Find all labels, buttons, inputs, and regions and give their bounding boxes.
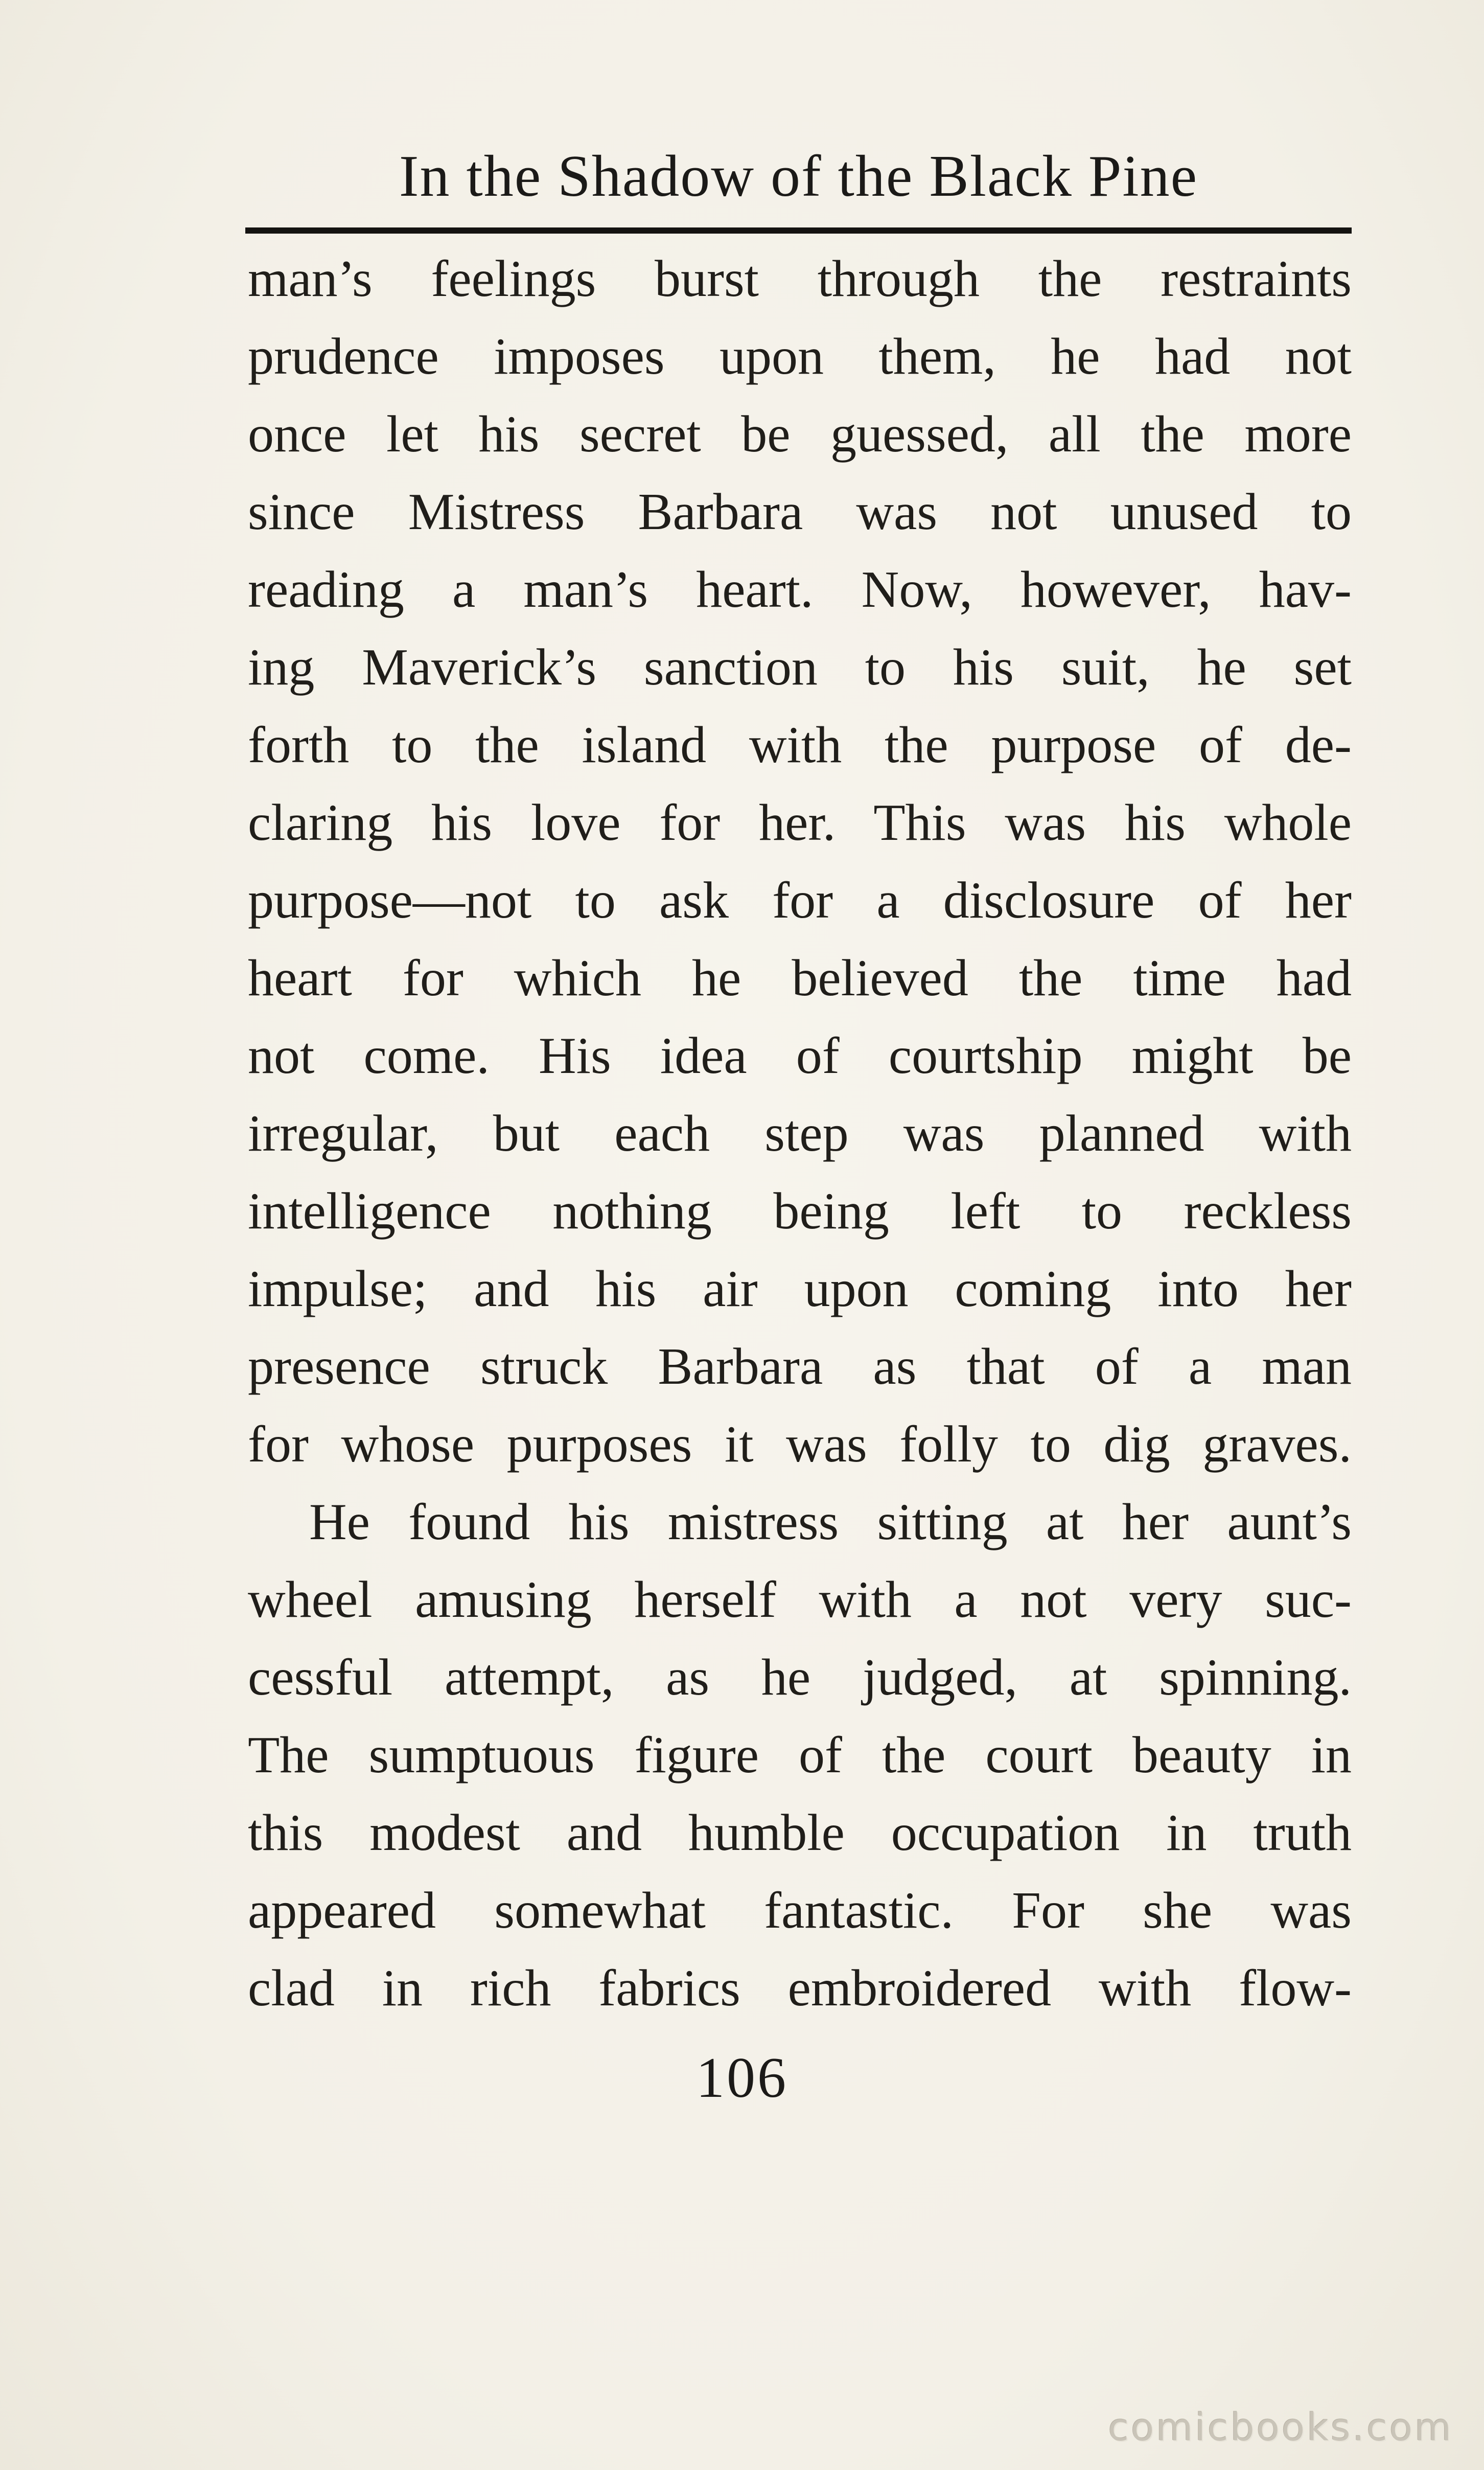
text-line: intelligence nothing being left to reckless: [248, 1182, 1352, 1240]
text-line: for whose purposes it was folly to dig graves.: [248, 1415, 1352, 1473]
text-line: once let his secret be guessed, all the more: [248, 405, 1352, 463]
text-line: since Mistress Barbara was not unused to: [248, 483, 1352, 541]
text-line: claring his love for her. This was his whole: [248, 794, 1352, 852]
text-line: prudence imposes upon them, he had not: [248, 328, 1352, 385]
text-line: man’s feelings burst through the restraints: [248, 250, 1352, 308]
text-line: appeared somewhat fantastic. For she was: [248, 1882, 1352, 1939]
text-line: ing Maverick’s sanction to his suit, he set: [248, 638, 1352, 696]
text-line: irregular, but each step was planned with: [248, 1105, 1352, 1162]
text-line: presence struck Barbara as that of a man: [248, 1338, 1352, 1396]
page-number: 106: [696, 2046, 788, 2110]
text-line: not come. His idea of courtship might be: [248, 1027, 1352, 1085]
text-line: cessful attempt, as he judged, at spinning.: [248, 1649, 1352, 1706]
running-head-title: In the Shadow of the Black Pine: [399, 143, 1198, 209]
text-line-paragraph-start: He found his mistress sitting at her aunt’s: [309, 1493, 1352, 1551]
text-line: reading a man’s heart. Now, however, hav-: [248, 561, 1352, 619]
text-line: heart for which he believed the time had: [248, 949, 1352, 1007]
text-line: clad in rich fabrics embroidered with flow-: [248, 1959, 1352, 2017]
body-text: [248, 240, 1352, 2027]
text-line: this modest and humble occupation in truth: [248, 1804, 1352, 1862]
text-line: The sumptuous figure of the court beauty in: [248, 1726, 1352, 1784]
text-line: forth to the island with the purpose of de-: [248, 716, 1352, 774]
text-line: impulse; and his air upon coming into her: [248, 1260, 1352, 1318]
text-line: purpose—not to ask for a disclosure of her: [248, 872, 1352, 929]
site-watermark: comicbooks.com: [1108, 2406, 1453, 2450]
text-line: wheel amusing herself with a not very suc-: [248, 1571, 1352, 1629]
header-rule: [245, 227, 1352, 234]
running-head: [245, 128, 1352, 225]
